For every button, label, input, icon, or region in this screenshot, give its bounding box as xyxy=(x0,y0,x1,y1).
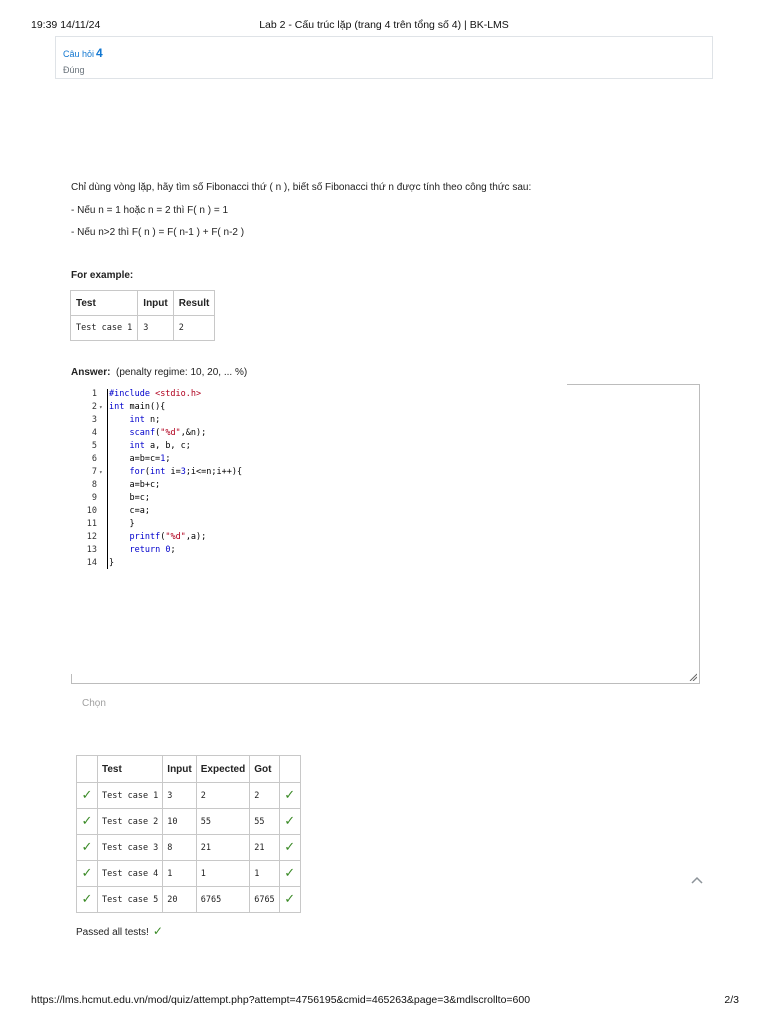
results-header-expected: Expected xyxy=(196,756,249,783)
question-label: Câu hỏi xyxy=(63,49,95,59)
check-icon: ✓ xyxy=(77,861,98,887)
results-header-status-2 xyxy=(279,756,300,783)
code-text: c=a; xyxy=(109,506,150,516)
line-number: 1 xyxy=(91,389,97,399)
results-row xyxy=(77,861,301,887)
example-header-result: Result xyxy=(173,291,215,316)
code-text: a=b+c; xyxy=(109,480,161,490)
line-number: 3 xyxy=(91,415,97,425)
result-got: 55 xyxy=(250,809,279,835)
example-table-header-row xyxy=(71,291,215,316)
print-timestamp: 19:39 14/11/24 xyxy=(31,19,101,31)
results-row xyxy=(77,835,301,861)
print-page-number: 2/3 xyxy=(724,994,739,1006)
example-cell-result: 2 xyxy=(173,316,215,341)
line-number: 4 xyxy=(91,428,97,438)
result-got: 1 xyxy=(250,861,279,887)
line-number: 9 xyxy=(91,493,97,503)
print-header xyxy=(0,19,768,33)
check-icon: ✓ xyxy=(77,783,98,809)
check-icon: ✓ xyxy=(77,887,98,913)
question-state: Đúng xyxy=(63,65,85,75)
result-input: 10 xyxy=(163,809,196,835)
line-number: 12 xyxy=(86,532,97,542)
check-icon: ✓ xyxy=(152,924,163,938)
result-test: Test case 2 xyxy=(98,809,163,835)
passed-message xyxy=(76,924,163,938)
scroll-to-top-icon[interactable] xyxy=(689,873,705,887)
question-text-line-2: - Nếu n = 1 hoặc n = 2 thì F( n ) = 1 xyxy=(71,205,229,216)
print-url: https://lms.hcmut.edu.vn/mod/quiz/attempt.php?attempt=4756195&cmid=465263&page=3&mdlscrollto=600 xyxy=(31,994,531,1006)
check-icon: ✓ xyxy=(279,887,300,913)
check-icon: ✓ xyxy=(77,835,98,861)
code-text: for(int i=3;i<=n;i++){ xyxy=(129,467,243,477)
example-header-input: Input xyxy=(138,291,173,316)
result-input: 3 xyxy=(163,783,196,809)
result-expected: 6765 xyxy=(196,887,249,913)
line-number: 7 xyxy=(91,467,97,477)
results-row xyxy=(77,783,301,809)
results-header-row xyxy=(77,756,301,783)
result-expected: 55 xyxy=(196,809,249,835)
code-text: int main(){ xyxy=(109,402,166,412)
result-input: 8 xyxy=(163,835,196,861)
results-row xyxy=(77,809,301,835)
code-text: } xyxy=(109,558,115,568)
result-test: Test case 5 xyxy=(98,887,163,913)
code-text: printf("%d",a); xyxy=(129,532,207,542)
resize-handle-icon[interactable] xyxy=(689,673,697,681)
line-number: 2 xyxy=(91,402,97,412)
line-number: 11 xyxy=(86,519,97,529)
result-input: 1 xyxy=(163,861,196,887)
line-number: 8 xyxy=(91,480,97,490)
result-expected: 1 xyxy=(196,861,249,887)
text-cursor xyxy=(107,389,108,569)
example-table-row xyxy=(71,316,215,341)
check-icon: ✓ xyxy=(279,809,300,835)
code-text: int a, b, c; xyxy=(129,441,191,451)
fold-toggle-icon[interactable]: ▾ xyxy=(99,404,103,411)
example-header-test: Test xyxy=(71,291,138,316)
results-header-status xyxy=(77,756,98,783)
question-number xyxy=(63,46,103,60)
code-text: b=c; xyxy=(109,493,150,503)
example-table xyxy=(70,290,215,341)
check-button[interactable]: Chọn xyxy=(82,698,106,709)
line-number: 6 xyxy=(91,454,97,464)
result-input: 20 xyxy=(163,887,196,913)
result-got: 21 xyxy=(250,835,279,861)
result-got: 2 xyxy=(250,783,279,809)
line-number: 14 xyxy=(86,558,97,568)
result-expected: 21 xyxy=(196,835,249,861)
example-cell-input: 3 xyxy=(138,316,173,341)
question-info-box xyxy=(55,36,713,79)
print-footer xyxy=(0,994,768,1008)
code-text: #include <stdio.h> xyxy=(109,389,202,399)
check-icon: ✓ xyxy=(279,783,300,809)
print-page-title: Lab 2 - Cấu trúc lặp (trang 4 trên tổng số 4) | BK-LMS xyxy=(259,19,509,31)
line-number: 5 xyxy=(91,441,97,451)
result-test: Test case 1 xyxy=(98,783,163,809)
question-number-value: 4 xyxy=(96,46,103,60)
result-test: Test case 3 xyxy=(98,835,163,861)
code-text: a=b=c=1; xyxy=(109,454,171,464)
result-test: Test case 4 xyxy=(98,861,163,887)
result-got: 6765 xyxy=(250,887,279,913)
example-heading: For example: xyxy=(71,270,134,281)
answer-label-text: Answer: xyxy=(71,367,111,378)
code-text: } xyxy=(109,519,135,529)
answer-label xyxy=(71,367,247,378)
results-row xyxy=(77,887,301,913)
check-icon: ✓ xyxy=(279,861,300,887)
results-header-got: Got xyxy=(250,756,279,783)
results-header-test: Test xyxy=(98,756,163,783)
results-header-input: Input xyxy=(163,756,196,783)
results-table xyxy=(76,755,301,913)
code-text: int n; xyxy=(129,415,161,425)
line-number: 13 xyxy=(86,545,97,555)
fold-toggle-icon[interactable]: ▾ xyxy=(99,469,103,476)
example-cell-test: Test case 1 xyxy=(71,316,138,341)
line-number: 10 xyxy=(86,506,97,516)
check-icon: ✓ xyxy=(279,835,300,861)
code-text: scanf("%d",&n); xyxy=(129,428,207,438)
passed-message-text: Passed all tests! xyxy=(76,927,149,938)
editor-top-edge xyxy=(71,384,567,386)
check-icon: ✓ xyxy=(77,809,98,835)
question-text-line-3: - Nếu n>2 thì F( n ) = F( n-1 ) + F( n-2 ) xyxy=(71,227,245,238)
code-text: return 0; xyxy=(129,545,176,555)
result-expected: 2 xyxy=(196,783,249,809)
penalty-regime: (penalty regime: 10, 20, ... %) xyxy=(116,367,248,378)
code-editor[interactable] xyxy=(71,384,700,684)
question-text-line-1: Chỉ dùng vòng lặp, hãy tìm số Fibonacci thứ ( n ), biết số Fibonacci thứ n được tính theo công thức sau: xyxy=(71,182,532,193)
